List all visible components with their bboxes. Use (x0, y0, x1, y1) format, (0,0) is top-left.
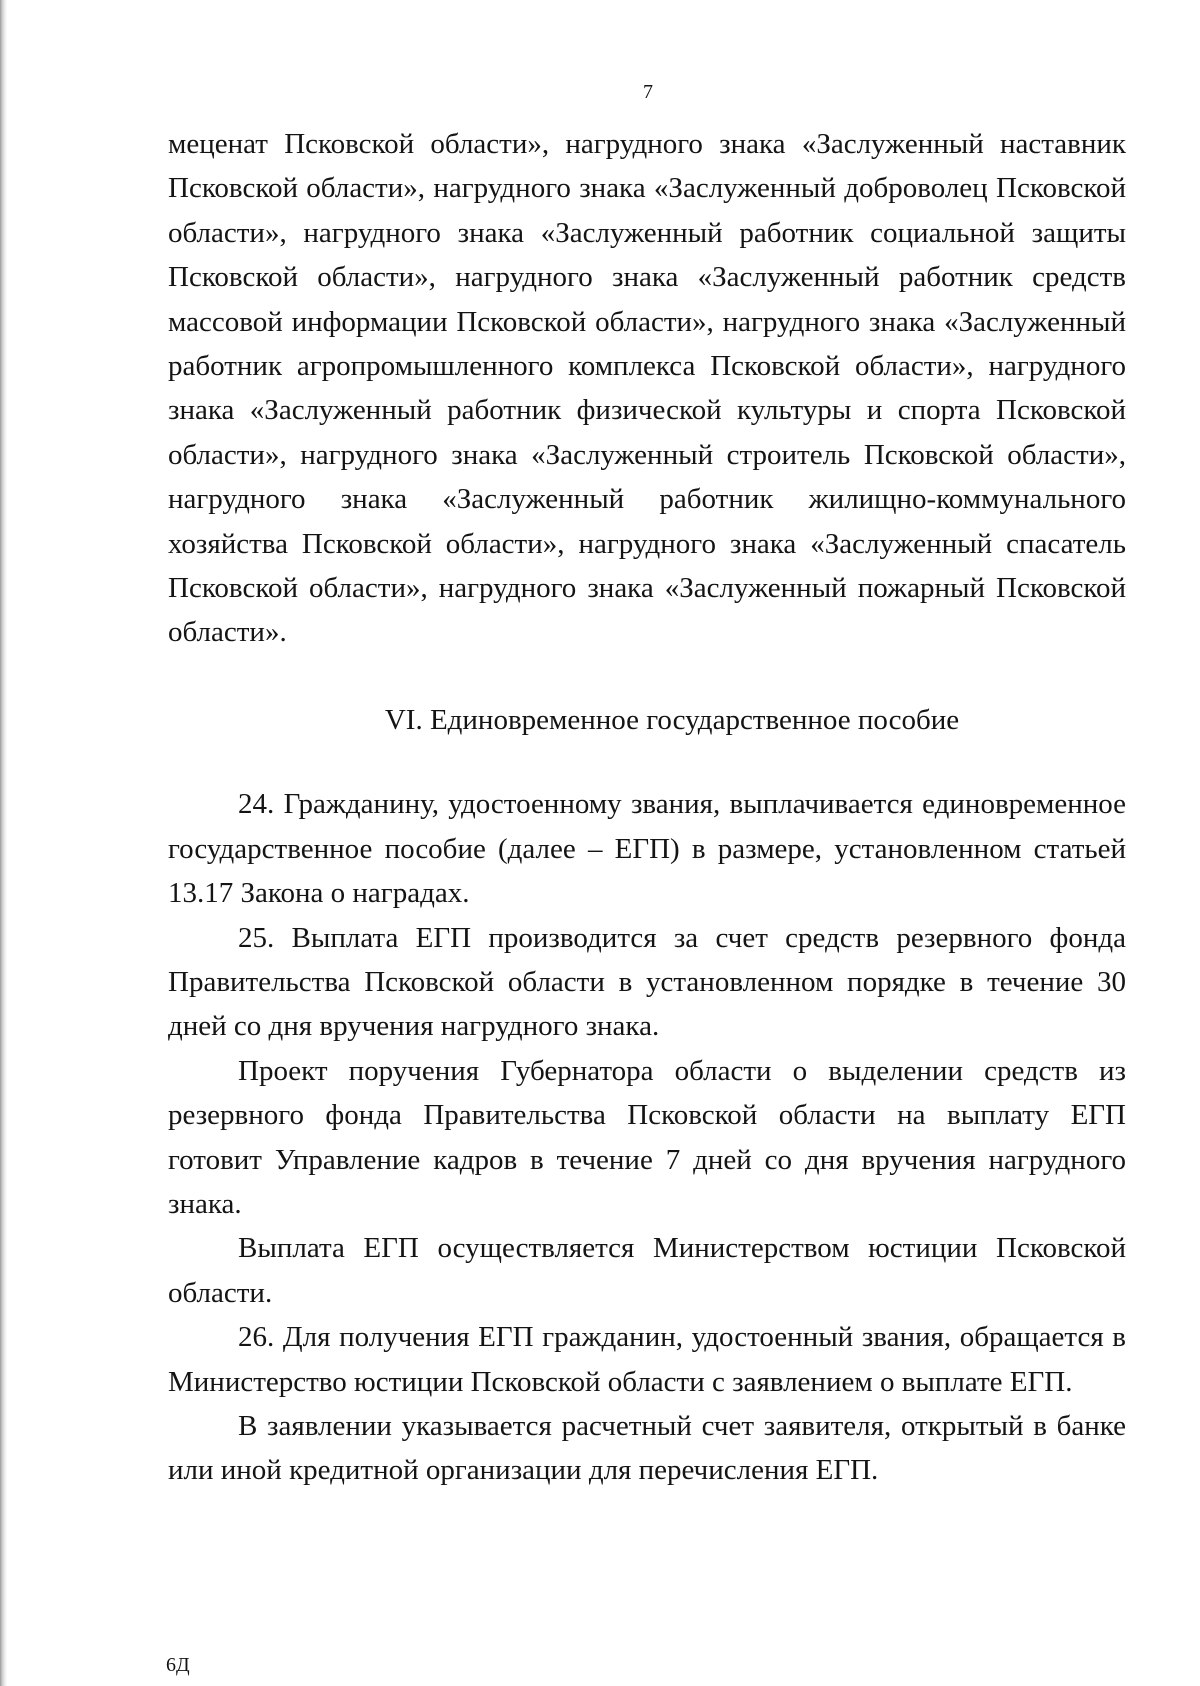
paragraph-24: 24. Гражданину, удостоенному звания, выплачивается единовременное государственное пособие (далее – ЕГП) в размере, установленном статьей 13.17 Закона о наградах. (168, 788, 1126, 910)
section-heading: VI. Единовременное государственное пособие (384, 703, 960, 736)
footer-code: 6Д (166, 1654, 190, 1676)
paragraph-25-payment: Выплата ЕГП осуществляется Министерством юстиции Псковской области. (168, 1232, 1126, 1309)
page-number: 7 (643, 81, 653, 103)
paragraph-25-governor-order: Проект поручения Губернатора области о выделении средств из резервного фонда Правительства Псковской области на выплату ЕГП готовит Управление кадров в течение 7 дней со дня вручения нагрудного знака. (168, 1054, 1126, 1220)
scan-edge (0, 0, 7, 1686)
document-body (168, 122, 1126, 1493)
paragraph-continuation: меценат Псковской области», нагрудного знака «Заслуженный наставник Псковской области», нагрудного знака «Заслуженный доброволец Псковской области», нагрудного знака «Заслуженный работник социальной защиты Псковской области», нагрудного знака «Заслуженный работник средств массовой информации Псковской области», нагрудного знака «Заслуженный работник агропромышленного комплекса Псковской области», нагрудного знака «Заслуженный работник физической культуры и спорта Псковской области», нагрудного знака «Заслуженный строитель Псковской области», нагрудного знака «Заслуженный работник жилищно-коммунального хозяйства Псковской области», нагрудного знака «Заслуженный спасатель Псковской области», нагрудного знака «Заслуженный пожарный Псковской области». (168, 128, 1126, 649)
paragraph-26-application: В заявлении указывается расчетный счет заявителя, открытый в банке или иной кредитной организации для перечисления ЕГП. (168, 1409, 1126, 1487)
paragraph-25: 25. Выплата ЕГП производится за счет средств резервного фонда Правительства Псковской области в установленном порядке в течение 30 дней со дня вручения нагрудного знака. (168, 921, 1126, 1043)
paragraph-26: 26. Для получения ЕГП гражданин, удостоенный звания, обращается в Министерство юстиции Псковской области с заявлением о выплате ЕГП. (168, 1321, 1126, 1398)
